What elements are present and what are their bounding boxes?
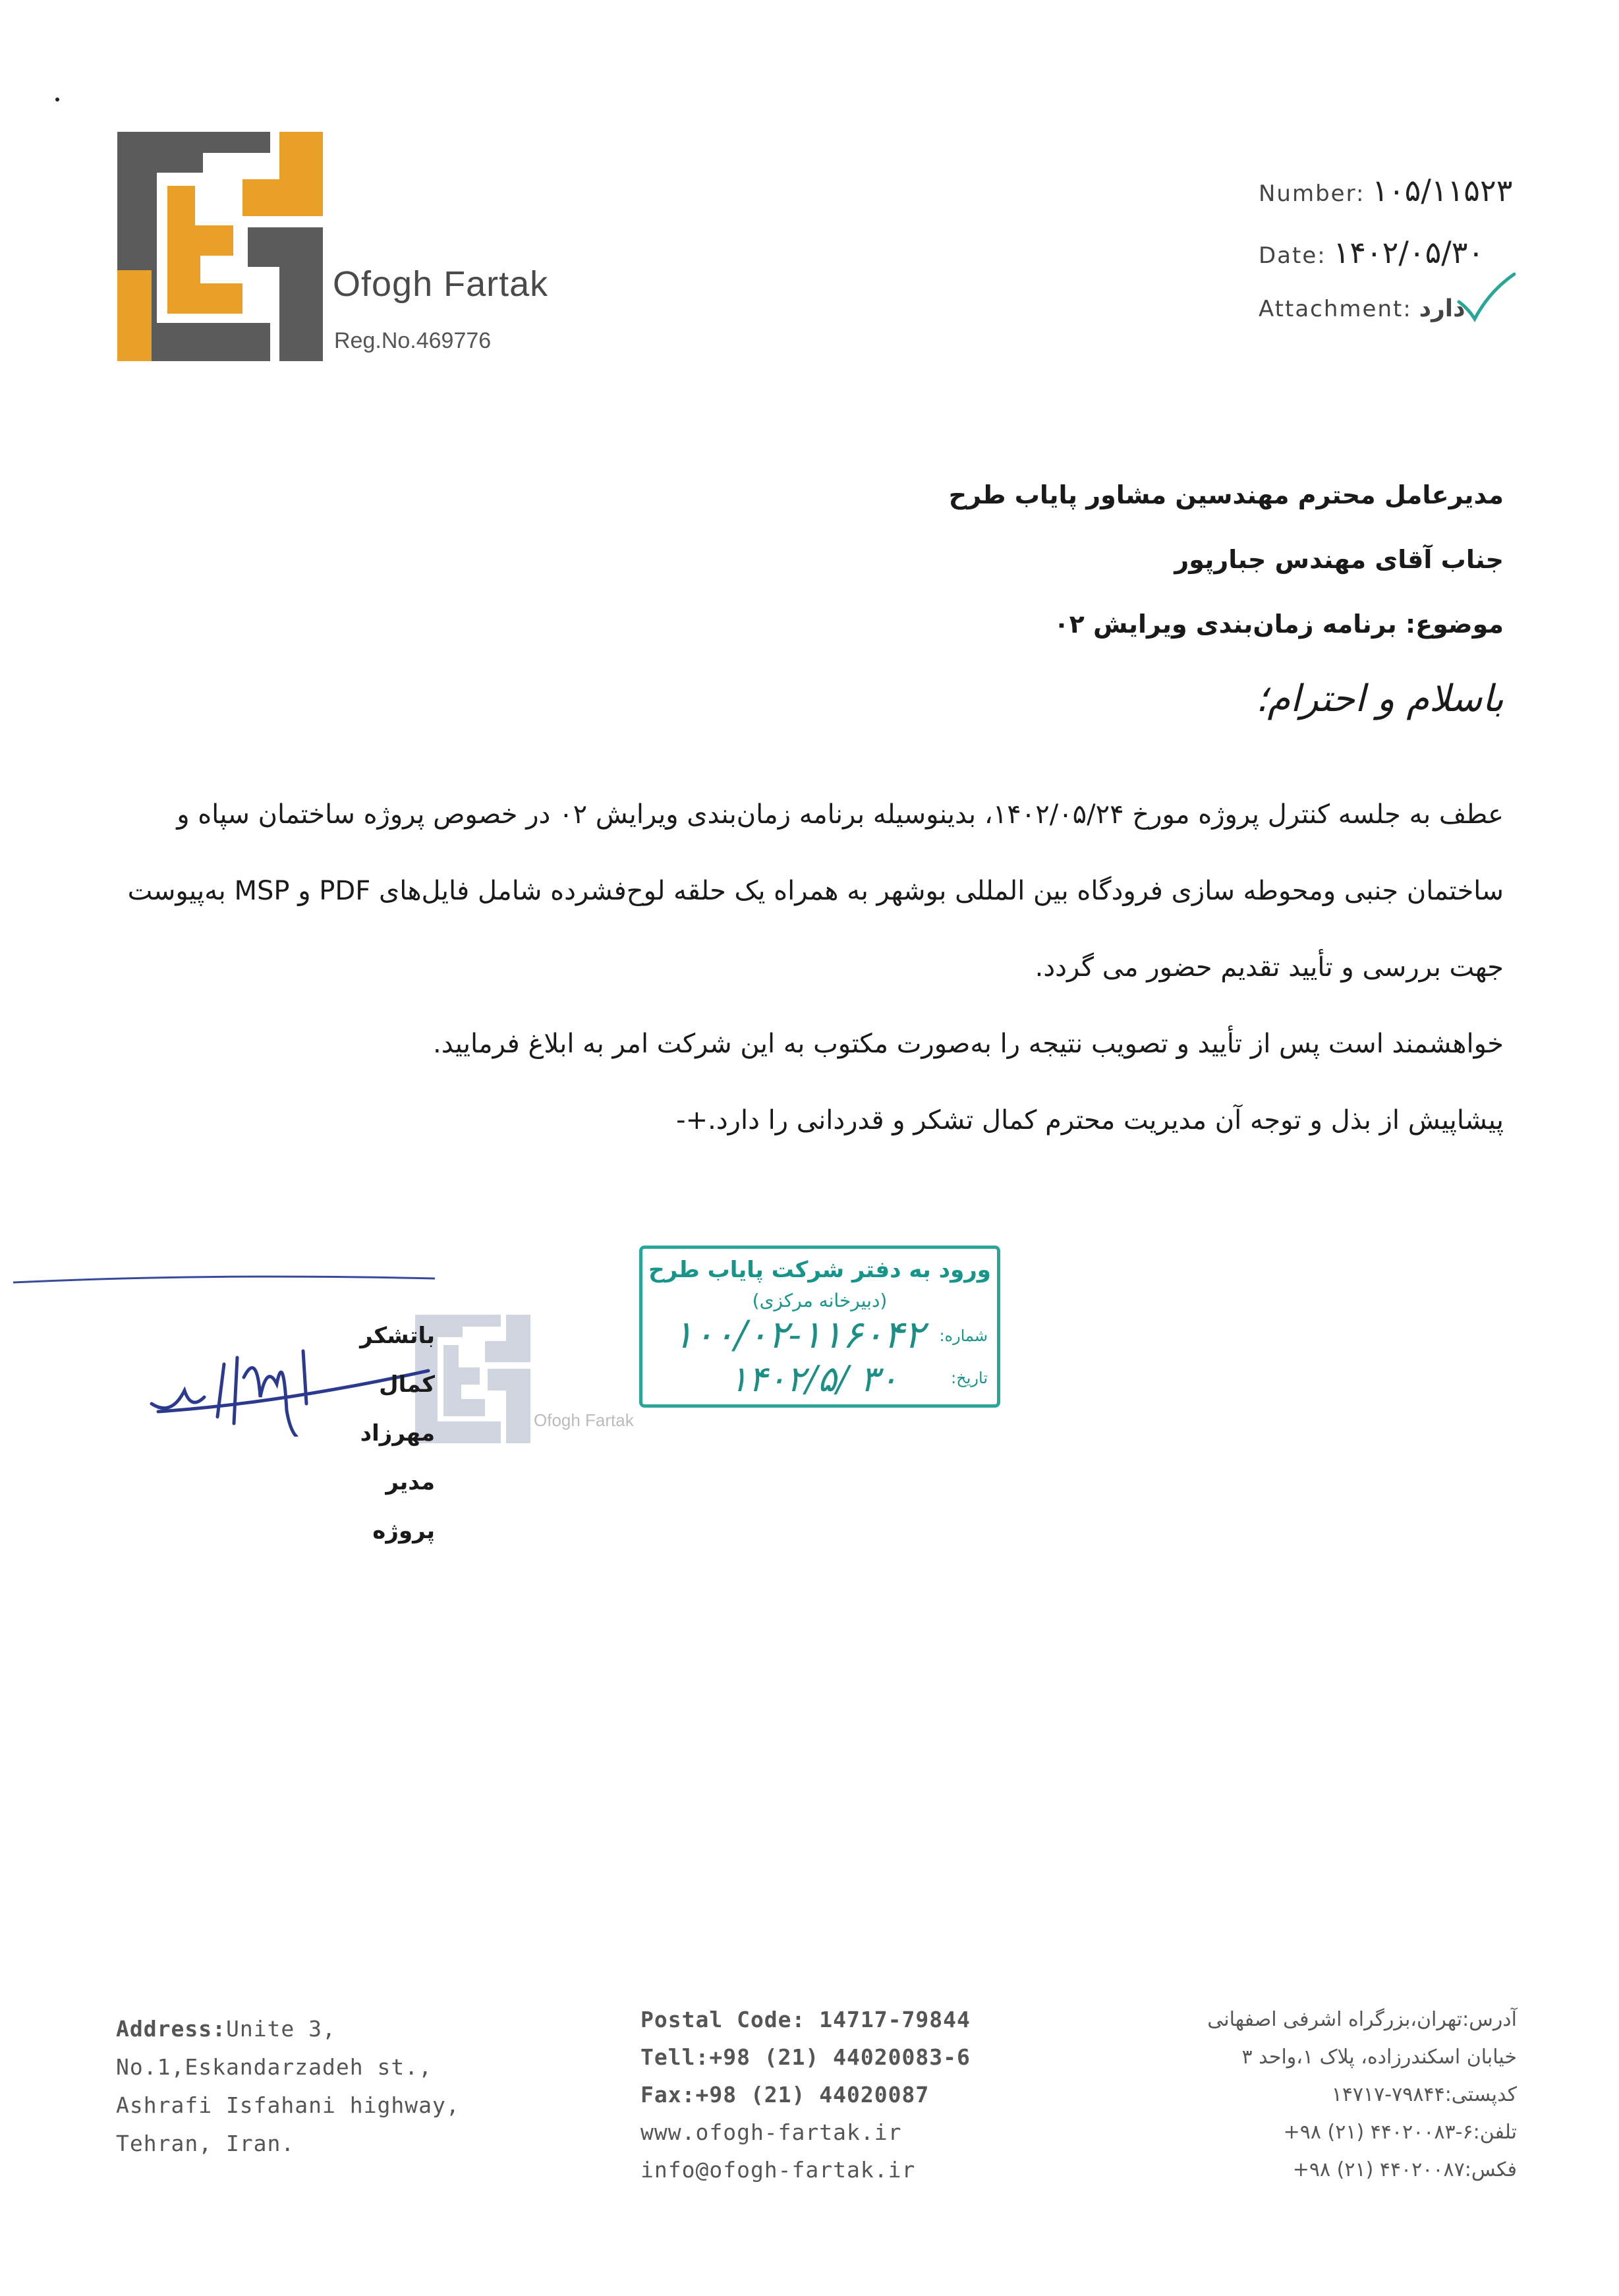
stamp-subtitle: (دبیرخانه مرکزی) [752,1290,888,1311]
date-label: Date: [1259,243,1326,269]
footer-contact [640,2001,971,2189]
receipt-stamp [639,1246,1000,1408]
signer-name: کمال مهرزاد [360,1371,435,1447]
greeting: باسلام و احترام؛ [1255,677,1504,720]
stamp-number-value: ۱۰۰/۰۲-۱۱۶۰۴۲ [673,1312,924,1357]
fa-postal-code: کدپستی:۷۹۸۴۴-۱۴۷۱۷ [1331,2083,1517,2106]
closing: باتشکر [360,1323,435,1349]
address-line-2: No.1,Eskandarzadeh st., [116,2054,432,2080]
addressee-name: جناب آقای مهندس جبارپور [1174,545,1504,574]
fa-fax: فکس:۴۴۰۲۰۰۸۷ (۲۱) ۹۸+ [1292,2158,1517,2181]
telephone: Tell:+98 (21) 44020083-6 [640,2044,971,2070]
fa-address-line-1: آدرس:تهران،بزرگراه اشرفی اصفهانی [1207,2008,1517,2031]
check-icon [1456,272,1516,324]
signature-stroke [13,1272,435,1292]
faint-company-seal-text: Ofogh Fartak [534,1410,634,1430]
addressee-title: مدیرعامل محترم مهندسین مشاور پایاب طرح [948,480,1504,509]
letter-body [107,776,1504,1159]
date-value: ۱۴۰۲/۰۵/۳۰ [1333,235,1485,270]
stamp-title: ورود به دفتر شرکت پایاب طرح [648,1257,991,1283]
number-label: Number: [1259,181,1365,207]
address-label: Address: [116,2016,226,2042]
fax: Fax:+98 (21) 44020087 [640,2082,930,2108]
fa-address-line-2: خیابان اسکندرزاده، پلاک ۱،واحد ۳ [1241,2046,1517,2069]
signature-block [316,1311,435,1555]
body-paragraph-2: خواهشمند است پس از تأیید و تصویب نتیجه را به‌صورت مکتوب به این شرکت امر به ابلاغ فرمایید. [433,1029,1504,1059]
number-value: ۱۰۵/۱۱۵۲۳ [1372,173,1513,208]
company-logo [117,132,323,361]
stamp-number-label: شماره: [939,1327,988,1345]
website-link[interactable]: www.ofogh-fartak.ir [640,2119,902,2145]
registration-number: Reg.No.469776 [334,328,492,353]
email-link[interactable]: info@ofogh-fartak.ir [640,2157,916,2183]
address-line-1: Unite 3, [225,2016,336,2042]
scan-dot [55,98,59,101]
footer-address-en [116,2010,460,2163]
letter-number-row [1259,173,1512,208]
attachment-value: دارد [1419,295,1465,322]
fa-telephone: تلفن:۶-۴۴۰۲۰۰۸۳ (۲۱) ۹۸+ [1283,2121,1517,2144]
signer-title: مدیر پروژه [372,1469,435,1544]
addressee-block [713,463,1504,656]
body-paragraph-1: عطف به جلسه کنترل پروژه مورخ ۱۴۰۲/۰۵/۲۴، بدینوسیله برنامه زمان‌بندی ویرایش ۰۲ در خصوص پروژه ساختمان سپاه و ساختمان جنبی ومحوطه سازی فرودگاه بین المللی بوشهر به همراه یک حلقه لوح‌فشرده شامل فایل‌های PDF و MSP به‌پیوست جهت بررسی و تأیید تقدیم حضور می گردد. [127,799,1504,983]
postal-code: Postal Code: 14717-79844 [640,2007,971,2032]
stamp-date-label: تاریخ: [951,1369,988,1387]
address-line-4: Tehran, Iran. [116,2131,295,2156]
attachment-row [1259,295,1465,322]
letter-date-row [1259,235,1484,270]
company-name: Ofogh Fartak [333,264,549,304]
footer-address-fa [1108,2001,1517,2189]
body-paragraph-3: پیشاپیش از بذل و توجه آن مدیریت محترم کمال تشکر و قدردانی را دارد.+- [676,1105,1504,1135]
address-line-3: Ashrafi Isfahani highway, [116,2092,460,2118]
stamp-date-value: ۱۴۰۲/۵/ ۳۰ [729,1358,898,1400]
letter-subject: موضوع: برنامه زمان‌بندی ویرایش ۰۲ [1054,610,1504,639]
attachment-label: Attachment: [1259,296,1412,322]
